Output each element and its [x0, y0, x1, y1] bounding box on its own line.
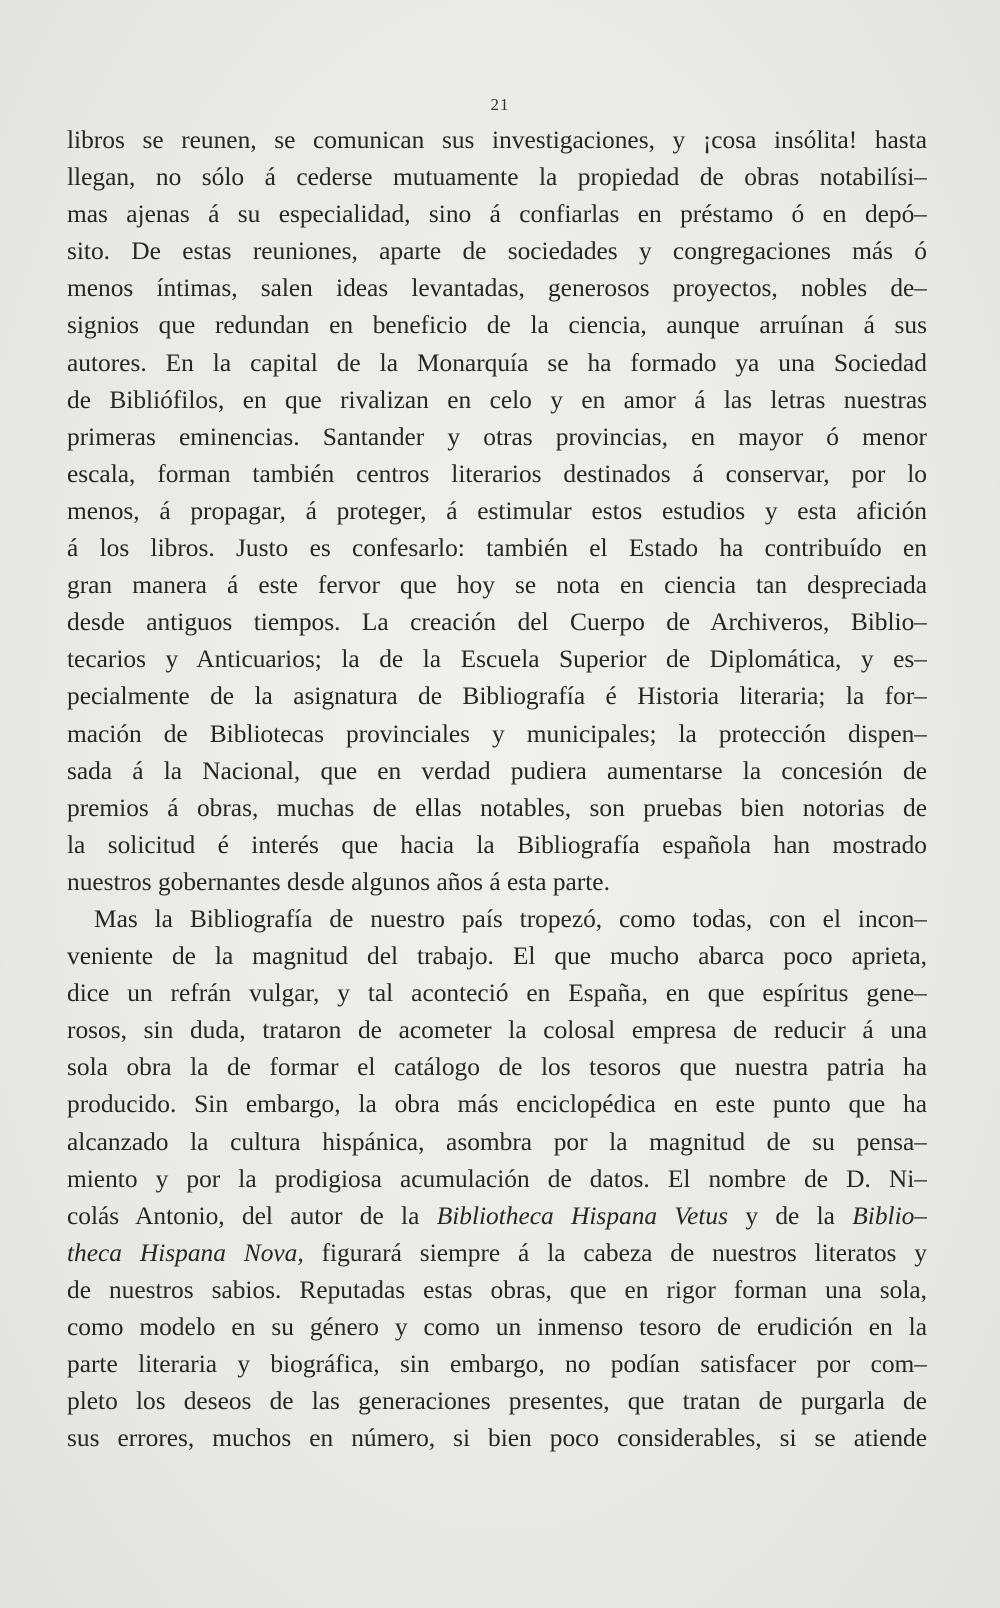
- italic-title: Biblio–: [852, 1201, 927, 1230]
- text-line: miento y por la prodigiosa acumulación de datos. El nombre de D. Ni–: [67, 1164, 927, 1193]
- text-line: sola obra la de formar el catálogo de los tesoros que nuestra patria ha: [67, 1053, 927, 1082]
- text-segment: colás Antonio, del autor de la: [67, 1201, 437, 1230]
- text-line: menos, á propagar, á proteger, á estimular estos estudios y esta afición: [67, 496, 927, 525]
- text-line: desde antiguos tiempos. La creación del Cuerpo de Archiveros, Biblio–: [67, 608, 927, 637]
- text-line: sus errores, muchos en número, si bien poco considerables, si se atiende: [67, 1424, 927, 1453]
- text-line: parte literaria y biográfica, sin embargo, no podían satisfacer por com–: [67, 1350, 927, 1379]
- text-line: veniente de la magnitud del trabajo. El que mucho abarca poco aprieta,: [67, 942, 927, 971]
- text-line: autores. En la capital de la Monarquía se ha formado ya una Sociedad: [67, 348, 927, 377]
- text-line: menos íntimas, salen ideas levantadas, generosos proyectos, nobles de–: [67, 274, 927, 303]
- italic-title: Bibliotheca Hispana Vetus: [436, 1201, 729, 1230]
- text-line: tecarios y Anticuarios; la de la Escuela Superior de Diplomática, y es–: [67, 645, 927, 674]
- text-line: como modelo en su género y como un inmenso tesoro de erudición en la: [67, 1313, 927, 1341]
- text-line: sito. De estas reuniones, aparte de sociedades y congregaciones más ó: [67, 237, 927, 266]
- text-line: alcanzado la cultura hispánica, asombra por la magnitud de su pensa–: [67, 1127, 927, 1156]
- text-line: sada á la Nacional, que en verdad pudiera aumentarse la concesión de: [67, 756, 927, 785]
- text-line: libros se reunen, se comunican sus investigaciones, y ¡cosa insólita! hasta: [67, 126, 927, 154]
- text-line: primeras eminencias. Santander y otras provincias, en mayor ó menor: [67, 422, 927, 451]
- text-line: á los libros. Justo es confesarlo: también el Estado ha contribuído en: [67, 534, 927, 563]
- text-line: Mas la Bibliografía de nuestro país tropezó, como todas, con el incon–: [94, 904, 927, 933]
- text-line: gran manera á este fervor que hoy se nota en ciencia tan despreciada: [67, 571, 927, 600]
- text-line: de Bibliófilos, en que rivalizan en celo y en amor á las letras nuestras: [67, 385, 927, 414]
- page-number: 21: [490, 95, 510, 114]
- text-line: premios á obras, muchas de ellas notables, son pruebas bien notorias de: [67, 793, 927, 822]
- text-segment: y de la: [728, 1201, 853, 1230]
- text-line: dice un refrán vulgar, y tal aconteció en España, en que espíritus gene–: [67, 979, 927, 1008]
- text-line: rosos, sin duda, trataron de acometer la colosal empresa de reducir á una: [67, 1016, 927, 1045]
- text-line: signios que redundan en beneficio de la ciencia, aunque arruínan á sus: [67, 311, 927, 340]
- text-line: escala, forman también centros literarios destinados á conservar, por lo: [67, 459, 927, 488]
- text-line: nuestros gobernantes desde algunos años á esta parte.: [67, 867, 610, 896]
- text-segment: figurará siempre á la cabeza de nuestros literatos y: [303, 1238, 927, 1267]
- text-line: pleto los deseos de las generaciones presentes, que tratan de purgarla de: [67, 1387, 927, 1416]
- text-line: mas ajenas á su especialidad, sino á confiarlas en préstamo ó en depó–: [67, 200, 927, 229]
- text-line: [67, 1198, 927, 1235]
- text-line: mación de Bibliotecas provinciales y municipales; la protección dispen–: [67, 719, 927, 748]
- text-line: pecialmente de la asignatura de Bibliografía é Historia literaria; la for–: [67, 682, 927, 711]
- text-line: [67, 1235, 927, 1272]
- text-line: de nuestros sabios. Reputadas estas obras, que en rigor forman una sola,: [67, 1275, 927, 1304]
- text-line: producido. Sin embargo, la obra más enciclopédica en este punto que ha: [67, 1090, 927, 1119]
- body-text: [67, 122, 927, 1457]
- text-line: llegan, no sólo á cederse mutuamente la propiedad de obras notabilísi–: [67, 163, 927, 192]
- text-line: la solicitud é interés que hacia la Bibliografía española han mostrado: [67, 830, 927, 859]
- italic-title: theca Hispana Nova,: [67, 1238, 304, 1267]
